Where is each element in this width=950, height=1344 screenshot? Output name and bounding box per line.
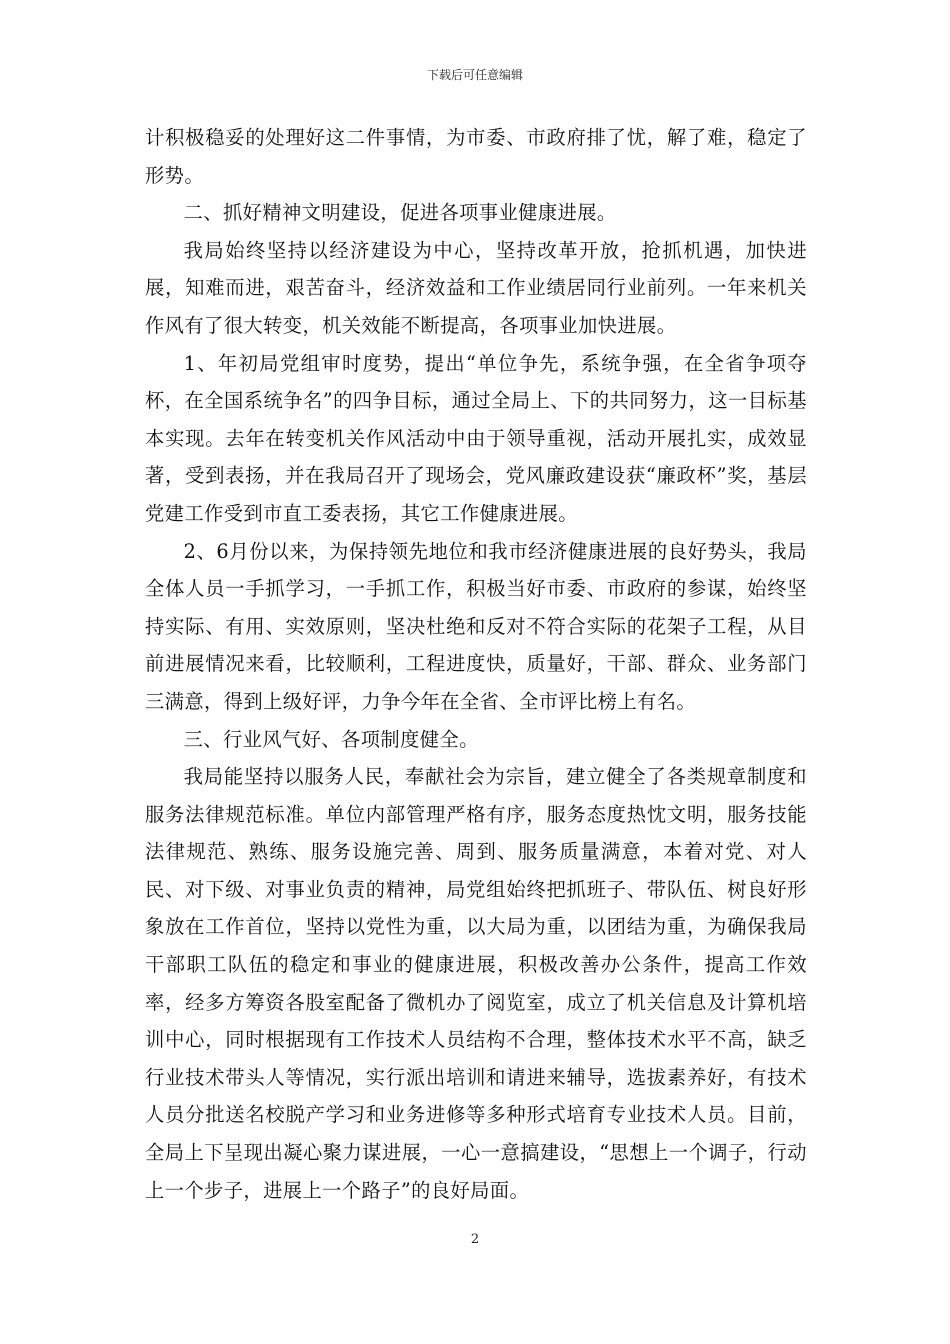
paragraph-item-1: 1、年初局党组审时度势，提出“单位争先，系统争强，在全省争项夺杯，在全国系统争名”的四争目标，通过全局上、下的共同努力，这一目标基本实现。去年在转变机关作风活动中由于领导重视，活动开展扎实，成效显著，受到表扬，并在我局召开了现场会，党风廉政建设获“廉政杯”奖，基层党建工作受到市直工委表扬，其它工作健康进展。: [145, 351, 807, 525]
section-heading-3: 三、行业风气好、各项制度健全。: [183, 727, 479, 751]
section-heading-2: 二、抓好精神文明建设，促进各项事业健康进展。: [183, 201, 617, 225]
document-body: [145, 119, 807, 1209]
page-header: 下载后可任意编辑: [426, 68, 523, 82]
paragraph: 我局始终坚持以经济建设为中心，坚持改革开放，抢抓机遇，加快进展，知难而进，艰苦奋斗，经济效益和工作业绩居同行业前列。一年来机关作风有了很大转变，机关效能不断提高，各项事业加快进展。: [145, 238, 807, 337]
paragraph-item-2: 2、6月份以来，为保持领先地位和我市经济健康进展的良好势头，我局全体人员一手抓学习，一手抓工作，积极当好市委、市政府的参谋，始终坚持实际、有用、实效原则，坚决杜绝和反对不符合实际的花架子工程，从目前进展情况来看，比较顺利，工程进度快，质量好，干部、群众、业务部门三满意，得到上级好评，力争今年在全省、全市评比榜上有名。: [145, 539, 807, 713]
paragraph-continuation: 计积极稳妥的处理好这二件事情，为市委、市政府排了忧，解了难，稳定了形势。: [145, 126, 807, 187]
page-number: 2: [470, 1232, 480, 1247]
paragraph: 我局能坚持以服务人民，奉献社会为宗旨，建立健全了各类规章制度和服务法律规范标准。单位内部管理严格有序，服务态度热忱文明，服务技能法律规范、熟练、服务设施完善、周到、服务质量满意，本着对党、对人民、对下级、对事业负责的精神，局党组始终把抓班子、带队伍、树良好形象放在工作首位，坚持以党性为重，以大局为重，以团结为重，为确保我局干部职工队伍的稳定和事业的健康进展，积极改善办公条件，提高工作效率，经多方筹资各股室配备了微机办了阅览室，成立了机关信息及计算机培训中心，同时根据现有工作技术人员结构不合理，整体技术水平不高，缺乏行业技术带头人等情况，实行派出培训和请进来辅导，选拔素养好，有技术人员分批送名校脱产学习和业务进修等多种形式培育专业技术人员。目前，全局上下呈现出凝心聚力谋进展，一心一意搞建设，“思想上一个调子，行动上一个步子，进展上一个路子”的良好局面。: [145, 765, 807, 1202]
